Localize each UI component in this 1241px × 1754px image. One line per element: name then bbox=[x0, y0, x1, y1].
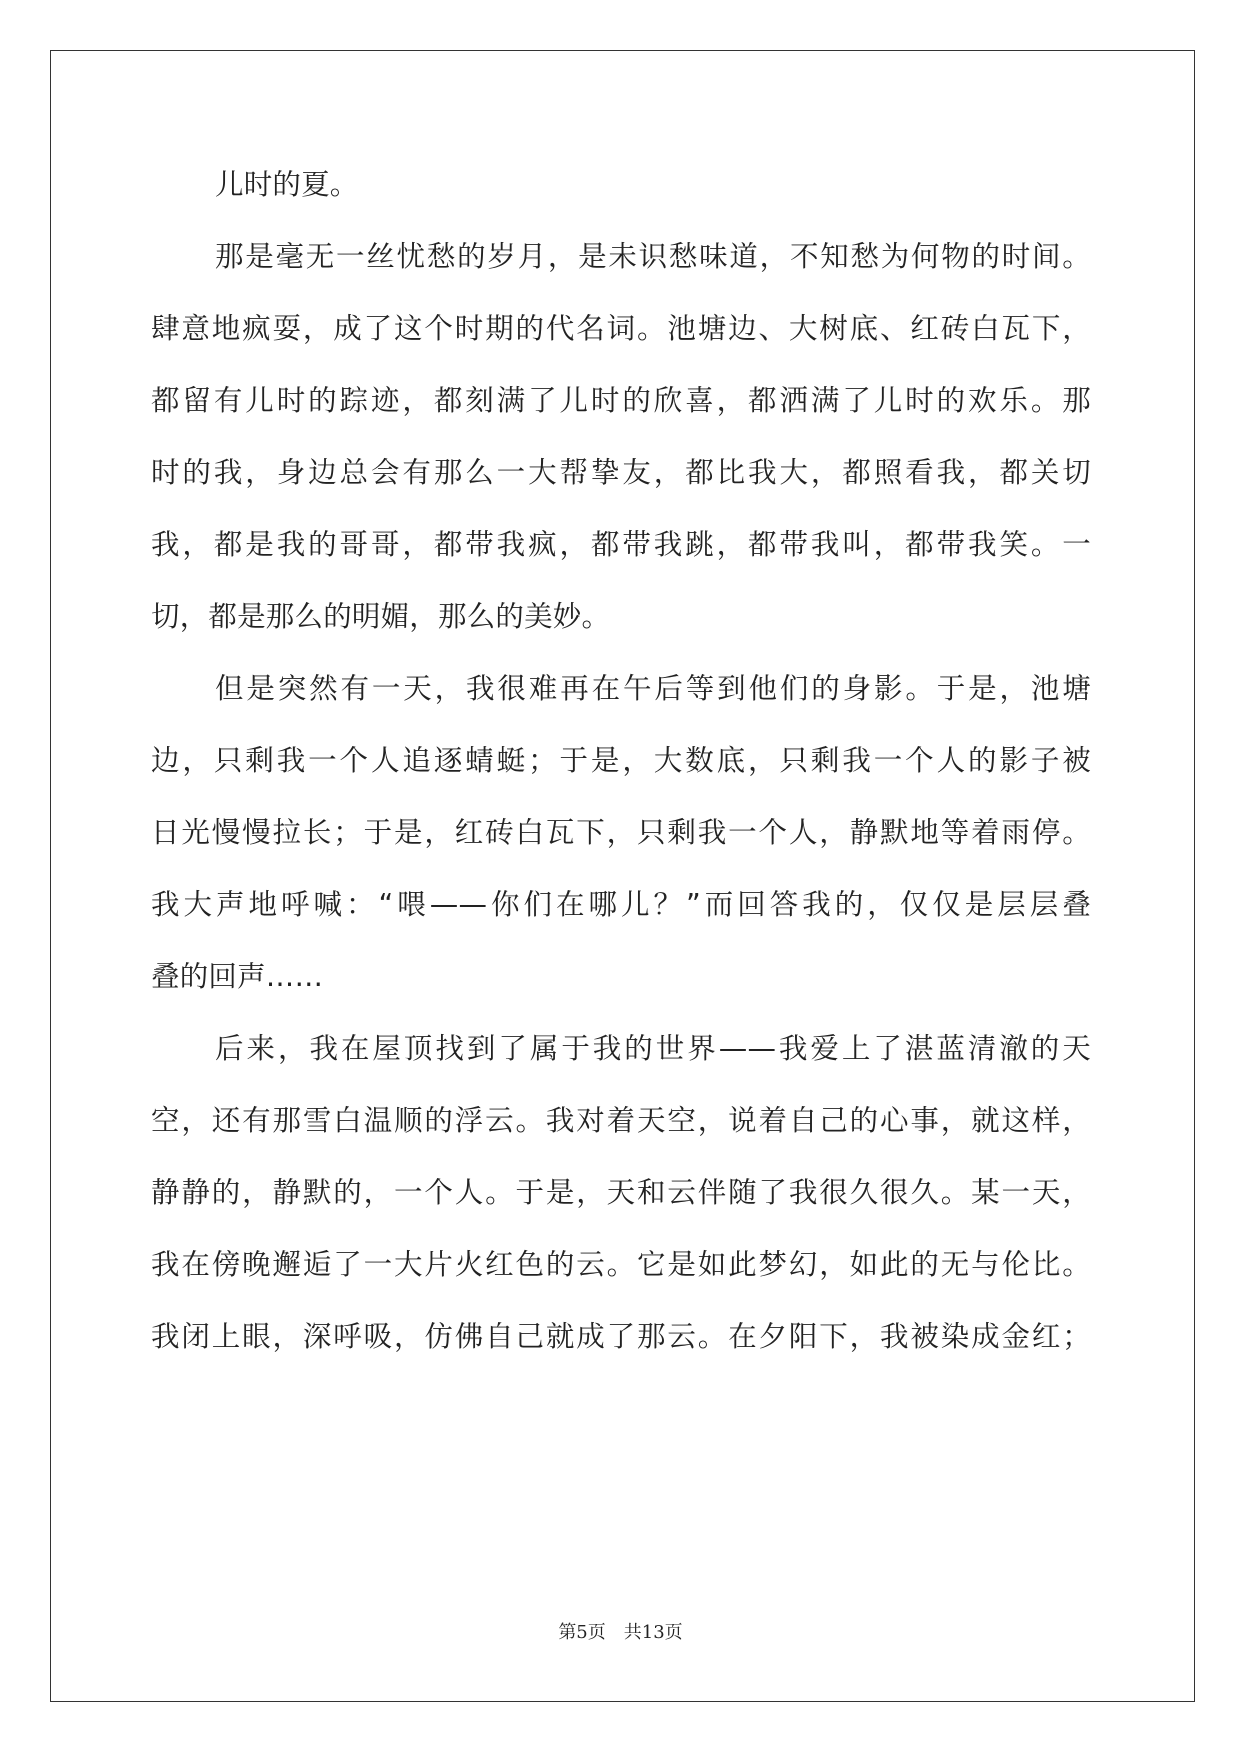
paragraph-line: 后来，我在屋顶找到了属于我的世界——我爱上了湛蓝清澈的天 bbox=[215, 1032, 1091, 1065]
paragraph-line: 我闭上眼，深呼吸，仿佛自己就成了那云。在夕阳下，我被染成金红； bbox=[151, 1320, 1091, 1353]
paragraph-line: 但是突然有一天，我很难再在午后等到他们的身影。于是，池塘 bbox=[215, 672, 1091, 705]
paragraph-line: 叠的回声…… bbox=[151, 960, 324, 993]
paragraph-line: 我大声地呼喊：“喂——你们在哪儿？”而回答我的，仅仅是层层叠 bbox=[151, 888, 1091, 921]
page-footer bbox=[0, 1618, 1241, 1644]
paragraph-line: 儿时的夏。 bbox=[215, 168, 359, 201]
paragraph-line: 我在傍晚邂逅了一大片火红色的云。它是如此梦幻，如此的无与伦比。 bbox=[151, 1248, 1091, 1281]
paragraph-line: 切，都是那么的明媚，那么的美妙。 bbox=[151, 600, 611, 633]
paragraph-line: 日光慢慢拉长；于是，红砖白瓦下，只剩我一个人，静默地等着雨停。 bbox=[151, 816, 1091, 849]
paragraph-line: 边，只剩我一个人追逐蜻蜓；于是，大数底，只剩我一个人的影子被 bbox=[151, 744, 1091, 777]
paragraph-line: 静静的，静默的，一个人。于是，天和云伴随了我很久很久。某一天， bbox=[151, 1176, 1091, 1209]
page-number: 第5页 bbox=[558, 1622, 606, 1643]
page-border bbox=[50, 50, 1195, 1702]
paragraph-line: 空，还有那雪白温顺的浮云。我对着天空，说着自己的心事，就这样， bbox=[151, 1104, 1091, 1137]
paragraph-line: 都留有儿时的踪迹，都刻满了儿时的欣喜，都洒满了儿时的欢乐。那 bbox=[151, 384, 1091, 417]
paragraph-line: 时的我，身边总会有那么一大帮挚友，都比我大，都照看我，都关切 bbox=[151, 456, 1091, 489]
paragraph-line: 我，都是我的哥哥，都带我疯，都带我跳，都带我叫，都带我笑。一 bbox=[151, 528, 1091, 561]
paragraph-line: 肆意地疯耍，成了这个时期的代名词。池塘边、大树底、红砖白瓦下， bbox=[151, 312, 1091, 345]
page-total: 共13页 bbox=[623, 1622, 683, 1643]
paragraph-line: 那是毫无一丝忧愁的岁月，是未识愁味道，不知愁为何物的时间。 bbox=[215, 240, 1091, 273]
